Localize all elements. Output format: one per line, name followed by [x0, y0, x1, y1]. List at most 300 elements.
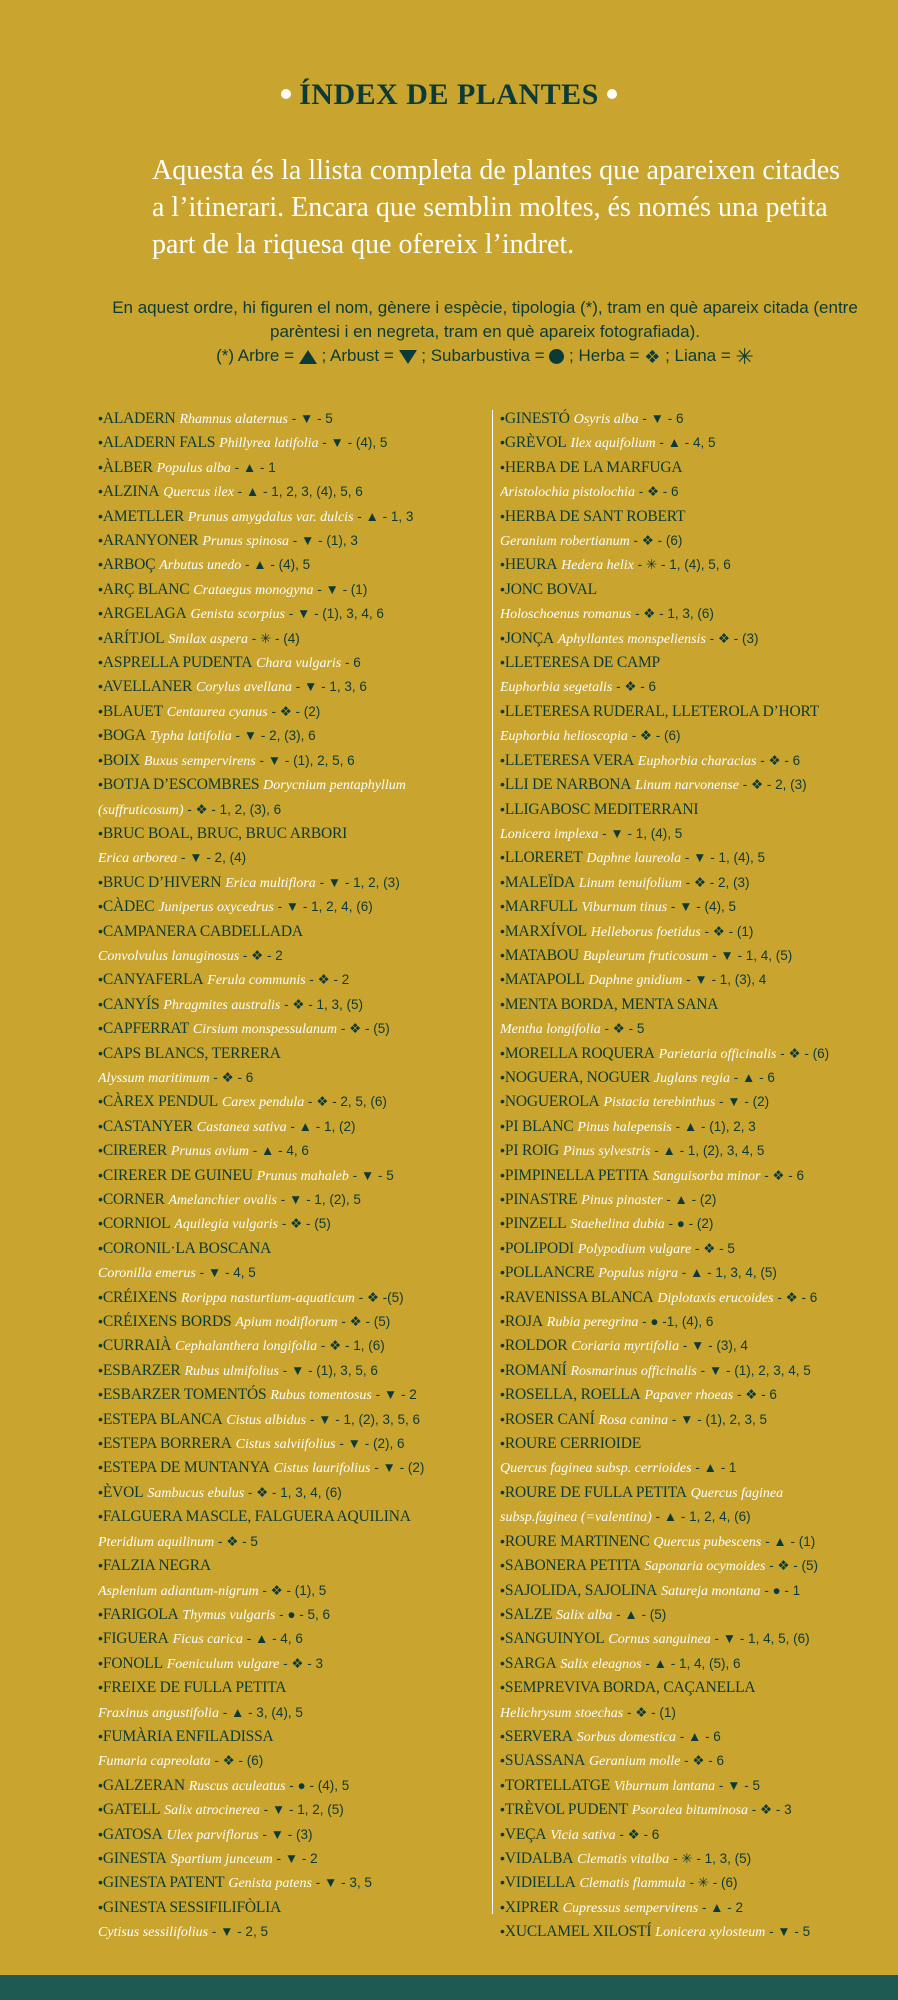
plant-entry	[500, 1456, 880, 1480]
scientific-name: Polypodium vulgare	[577, 1241, 692, 1257]
plant-name: MARFULL	[504, 898, 578, 916]
entry-bullet: •	[500, 1898, 505, 1915]
plant-name: BOGA	[102, 727, 147, 745]
plant-entry	[500, 529, 880, 553]
plant-details: - ▲ - 1, 2, 4, (6)	[651, 1509, 751, 1525]
plant-details: - ▲ - 1, 4, (5), 6	[641, 1655, 741, 1671]
scientific-name: Staehelina dubia	[570, 1217, 665, 1233]
plant-entry	[98, 1676, 486, 1700]
plant-details: - ▼ - (4), 5	[667, 899, 737, 915]
plant-details: - ▼ - 1, (4), 5	[598, 825, 683, 841]
scientific-name: Rubus tomentosus	[270, 1388, 372, 1404]
plant-name: ALADERN	[102, 410, 176, 427]
plant-details: - ▲ - 3, (4), 5	[218, 1704, 303, 1720]
legend	[100, 344, 870, 368]
plant-details: - ❖ - (5)	[278, 1216, 331, 1232]
scientific-name: Populus nigra	[598, 1266, 679, 1282]
plant-details: - ▲ - (1), 2, 3	[671, 1118, 756, 1134]
plant-name: BOIX	[102, 751, 140, 769]
plant-details: - ▼ - (1), 2, 3, 4, 5	[696, 1362, 811, 1378]
entry-bullet: •	[98, 483, 103, 500]
plant-details: - ❖ - (1)	[700, 923, 754, 939]
plant-entry	[500, 1017, 880, 1041]
plant-entry	[500, 895, 880, 919]
plant-details: - ▼ - (1)	[313, 581, 368, 597]
entry-bullet: •	[500, 702, 505, 719]
plant-entry	[98, 920, 486, 944]
plant-details: - ❖ - (5)	[337, 1314, 391, 1330]
plant-name: HERBA DE LA MARFUGA	[504, 458, 683, 476]
entry-bullet: •	[500, 1483, 505, 1500]
entry-bullet: •	[500, 1068, 505, 1085]
entry-bullet: •	[500, 1776, 505, 1793]
plant-details: - ❖ - 5	[214, 1533, 258, 1549]
plant-name: ESBARZER TOMENTÓS	[102, 1386, 267, 1404]
scientific-name: Cistus albidus	[226, 1412, 307, 1428]
scientific-name: Fumaria capreolata	[98, 1754, 211, 1770]
plant-entry	[98, 700, 486, 724]
plant-details: - ▲ - (4), 5	[241, 557, 311, 573]
plant-name: CIRERER DE GUINEU	[102, 1166, 253, 1184]
plant-name: MATABOU	[504, 946, 579, 964]
plant-details: - ▲ - 4, 5	[655, 435, 716, 451]
scientific-name: Quercus pubescens	[653, 1534, 762, 1550]
plant-entry	[98, 529, 486, 553]
plant-entry	[500, 456, 880, 480]
entry-bullet: •	[500, 1215, 505, 1232]
plant-name: PI BLANC	[504, 1117, 574, 1135]
entry-bullet: •	[98, 507, 103, 524]
scientific-name: Castanea sativa	[196, 1119, 287, 1135]
plant-details: - ▼ - 2	[371, 1387, 417, 1403]
scientific-name: Salix alba	[556, 1607, 613, 1623]
plant-name: ALADERN FALS	[102, 434, 216, 452]
scientific-name: Osyris alba	[573, 412, 639, 427]
scientific-name: Vicia sativa	[550, 1827, 616, 1843]
plant-details: - ● - (4), 5	[285, 1777, 350, 1793]
entry-bullet: •	[98, 1776, 103, 1793]
plant-details: - ▼ - 1, 2, (5)	[259, 1802, 344, 1818]
plant-name: GRÈVOL	[504, 434, 567, 452]
entry-bullet: •	[500, 800, 505, 817]
plant-entry	[500, 968, 880, 992]
scientific-name: Linum narvonense	[635, 778, 739, 794]
plant-name: SEMPREVIVA BORDA, CAÇANELLA	[504, 1679, 756, 1697]
plant-entry	[500, 407, 880, 431]
order-note	[100, 296, 870, 368]
plant-name: CANYÍS	[102, 995, 160, 1013]
entry-bullet: •	[98, 678, 103, 695]
scientific-name: Rorippa nasturtium-aquaticum	[180, 1290, 355, 1306]
plant-name: FIGUERA	[102, 1630, 169, 1648]
plant-details: - ❖ - 5	[600, 1021, 645, 1037]
plant-entry	[98, 846, 486, 870]
plant-entry	[98, 1042, 486, 1066]
entry-bullet: •	[98, 1483, 103, 1500]
entry-bullet: •	[500, 1264, 505, 1281]
arbust-icon	[399, 350, 417, 364]
plant-entry	[500, 724, 880, 748]
plant-entry	[98, 1798, 486, 1822]
scientific-name: Cistus salviifolius	[235, 1437, 336, 1453]
plant-name: POLIPODI	[504, 1239, 574, 1257]
plant-entry	[500, 1896, 880, 1920]
scientific-name: Mentha longifolia	[500, 1022, 601, 1038]
scientific-name: Rubus ulmifolius	[184, 1363, 279, 1379]
scientific-name: Geranium molle	[589, 1754, 681, 1770]
scientific-name: Rosa canina	[598, 1412, 669, 1428]
liana-icon: ✳	[735, 343, 754, 369]
plant-name: ARÇ BLANC	[102, 580, 190, 598]
plant-entry	[500, 1066, 880, 1090]
plant-entry	[98, 1164, 486, 1188]
plant-name: FARIGOLA	[102, 1605, 179, 1623]
entry-bullet: •	[500, 1239, 505, 1256]
plant-name: CAPFERRAT	[102, 1020, 189, 1038]
plant-details: - ▲ - (2)	[662, 1192, 717, 1207]
plant-details: - ▼ - 5	[287, 411, 333, 426]
bottom-band	[0, 1975, 898, 2000]
plant-details: - ▼ - 1, 3, 6	[292, 679, 367, 695]
plant-name: CORNIOL	[102, 1215, 171, 1233]
entry-bullet: •	[500, 922, 505, 939]
page-title	[0, 78, 898, 112]
plant-details: - ❖ - (5)	[765, 1558, 819, 1574]
plant-name: SARGA	[504, 1654, 557, 1672]
plant-name: ARÍTJOL	[102, 629, 165, 647]
entry-bullet: •	[98, 1557, 103, 1574]
plant-entry	[98, 871, 486, 895]
entry-bullet: •	[98, 1215, 103, 1232]
plant-entry	[98, 1774, 486, 1798]
plant-entry	[98, 895, 486, 919]
scientific-name: Ferula communis	[207, 973, 306, 989]
scientific-name: Pinus pinaster	[581, 1193, 663, 1208]
plant-name: CÀDEC	[102, 898, 155, 916]
plant-details: - ❖ - 3	[748, 1802, 792, 1818]
plant-entry	[500, 431, 880, 455]
plant-name: MENTA BORDA, MENTA SANA	[504, 995, 719, 1013]
plant-entry	[98, 968, 486, 992]
entry-bullet: •	[500, 1801, 505, 1818]
scientific-name: Aphyllantes monspeliensis	[557, 631, 706, 647]
plant-entry	[500, 1237, 880, 1261]
scientific-name: Cephalanthera longifolia	[175, 1339, 318, 1355]
plant-details: - ▼ - (1), 2, 5, 6	[255, 752, 355, 768]
scientific-name: Genista patens	[228, 1876, 312, 1892]
entry-bullet: •	[500, 1923, 505, 1940]
plant-name: ÈVOL	[102, 1483, 144, 1501]
plant-entry	[500, 1798, 880, 1822]
plant-details: - ❖ - 1, (6)	[317, 1338, 385, 1354]
entry-bullet: •	[500, 1849, 505, 1866]
scientific-name: Sambucus ebulus	[147, 1485, 245, 1501]
plant-entry	[98, 773, 486, 797]
entry-bullet: •	[500, 1679, 505, 1696]
plant-entry	[500, 1725, 880, 1749]
plant-entry	[500, 480, 880, 504]
plant-entry	[98, 431, 486, 455]
scientific-name: Pistacia terebinthus	[603, 1095, 716, 1111]
scientific-name: Lonicera implexa	[500, 826, 599, 842]
entry-bullet: •	[98, 1605, 103, 1622]
plant-name: LLIGABOSC MEDITERRANI	[504, 800, 699, 818]
plant-name: LLETERESA RUDERAL, LLETEROLA D’HORT	[504, 702, 820, 720]
plant-name: HERBA DE SANT ROBERT	[504, 507, 686, 525]
plant-details: - ❖ - (6)	[629, 533, 683, 549]
plant-name: BOTJA D’ESCOMBRES	[102, 776, 260, 794]
legend-arbre-label: (*) Arbre =	[216, 346, 295, 365]
plant-entry	[98, 1456, 486, 1480]
entry-bullet: •	[500, 1727, 505, 1744]
plant-entry	[98, 627, 486, 651]
plant-entry	[98, 1554, 486, 1578]
plant-details: - ▼ - 2, (4)	[177, 850, 247, 866]
scientific-name: Coriaria myrtifolia	[571, 1339, 680, 1355]
scientific-name: Cornus sanguinea	[608, 1632, 711, 1648]
plant-name: MALEÏDA	[504, 873, 575, 891]
scientific-name: Foeniculum vulgare	[166, 1656, 280, 1672]
entry-bullet: •	[500, 995, 505, 1012]
entry-bullet: •	[500, 751, 505, 768]
plant-entry	[98, 1847, 486, 1871]
scientific-name: Prunus spinosa	[202, 534, 290, 550]
entry-bullet: •	[500, 1142, 505, 1159]
plant-entry	[500, 1408, 880, 1432]
plant-name: ROJA	[504, 1313, 543, 1331]
plant-name: SAJOLIDA, SAJOLINA	[504, 1581, 658, 1599]
plant-details: - ❖ - 6	[612, 679, 656, 695]
plant-entry	[98, 1432, 486, 1456]
scientific-name: Ficus carica	[172, 1632, 243, 1648]
plant-name: CASTANYER	[102, 1117, 193, 1135]
plant-name: CAMPANERA CABDELLADA	[102, 922, 303, 940]
entry-bullet: •	[98, 1630, 103, 1647]
plant-name: XIPRER	[504, 1898, 559, 1916]
scientific-name: Alyssum maritimum	[98, 1070, 210, 1086]
plant-details: - ❖ - 6	[733, 1387, 777, 1403]
scientific-name: Salix eleagnos	[560, 1656, 642, 1672]
plant-name: LLETERESA VERA	[504, 751, 635, 769]
plant-entry	[500, 1920, 880, 1944]
entry-bullet: •	[98, 702, 103, 719]
plant-entry	[98, 822, 486, 846]
plant-entry	[500, 1090, 880, 1114]
plant-entry	[500, 1212, 880, 1236]
plant-entry	[98, 1725, 486, 1749]
plant-entry	[98, 651, 486, 675]
plant-name: NOGUERA, NOGUER	[504, 1068, 651, 1086]
entry-bullet: •	[500, 1825, 505, 1842]
plant-details: - ● - (2)	[664, 1216, 714, 1232]
entry-bullet: •	[98, 751, 103, 768]
plant-details: - ✳ - 1, 3, (5)	[669, 1850, 752, 1866]
plant-entry	[500, 1188, 880, 1212]
plant-name: FONOLL	[102, 1654, 163, 1672]
scientific-name: Asplenium adiantum-nigrum	[98, 1583, 259, 1599]
plant-name: CRÉIXENS BORDS	[102, 1313, 232, 1331]
plant-name: JONÇA	[504, 629, 554, 647]
scientific-name: Helleborus foetidus	[590, 924, 701, 940]
scientific-name: Buxus sempervirens	[143, 753, 256, 769]
scientific-name: Convolvulus lanuginosus	[98, 948, 240, 964]
entry-bullet: •	[500, 507, 505, 524]
plant-name: AMETLLER	[102, 507, 184, 525]
plant-entry	[500, 1261, 880, 1285]
plant-details: - ▲ - 1, 3, 4, (5)	[678, 1265, 777, 1281]
plant-name: GINESTÓ	[504, 410, 570, 427]
plant-entry	[98, 1090, 486, 1114]
scientific-name: Papaver rhoeas	[644, 1388, 734, 1404]
plant-name: ARANYONER	[102, 532, 199, 550]
plant-entry	[500, 627, 880, 651]
plant-name: BRUC D’HIVERN	[102, 873, 222, 891]
plant-entry	[98, 1237, 486, 1261]
plant-details: - ❖ - (6)	[627, 728, 681, 744]
entry-bullet: •	[98, 580, 103, 597]
plant-name: TRÈVOL PUDENT	[504, 1801, 628, 1819]
plant-name: VIDALBA	[504, 1849, 574, 1867]
plant-details: - ▼ - 6	[638, 411, 684, 426]
scientific-name: Pinus halepensis	[577, 1119, 672, 1135]
legend-subarbustiva-label: ; Subarbustiva =	[421, 346, 545, 365]
scientific-name: Euphorbia helioscopia	[500, 729, 628, 745]
plant-name: HEURA	[504, 556, 558, 574]
plant-name: CRÉIXENS	[102, 1288, 178, 1306]
scientific-name: Genista scorpius	[190, 607, 285, 623]
plant-entry	[500, 1603, 880, 1627]
plant-entry	[98, 1481, 486, 1505]
scientific-name: Quercus faginea subsp. cerrioides	[500, 1461, 692, 1477]
scientific-name: Aristolochia pistolochia	[500, 485, 635, 501]
scientific-name: Pteridium aquilinum	[98, 1534, 215, 1550]
plant-details: - 6	[341, 655, 361, 671]
entry-bullet: •	[98, 1435, 103, 1452]
plant-details: - ● - 1	[760, 1582, 801, 1598]
entry-bullet: •	[500, 580, 505, 597]
entry-bullet: •	[98, 1142, 103, 1159]
entry-bullet: •	[500, 1654, 505, 1671]
plant-entry	[98, 944, 486, 968]
title-bullet-right	[607, 89, 617, 99]
plant-name: FALZIA NEGRA	[102, 1557, 211, 1575]
plant-details: - ▲ - 4, 6	[249, 1143, 309, 1159]
entry-bullet: •	[500, 971, 505, 988]
plant-details: - ❖ - (6)	[776, 1045, 830, 1061]
plant-details: - ▼ - (1), 2, 3, 5	[668, 1411, 768, 1427]
scientific-name: Populus alba	[156, 460, 231, 476]
plant-name: ARGELAGA	[102, 605, 187, 623]
scientific-name: Salix atrocinerea	[164, 1803, 260, 1819]
entry-bullet: •	[98, 995, 103, 1012]
plant-details: - ▼ - (2), 6	[335, 1436, 405, 1452]
plant-details: - ❖ - 6	[756, 752, 801, 768]
plant-name: ESTEPA BLANCA	[102, 1410, 223, 1428]
plant-entry	[500, 1334, 880, 1358]
plant-entry	[98, 724, 486, 748]
plant-entry	[500, 944, 880, 968]
scientific-name: Arbutus unedo	[159, 558, 242, 574]
plant-entry	[500, 773, 880, 797]
scientific-name: Viburnum lantana	[613, 1778, 716, 1794]
plant-entry	[98, 1749, 486, 1773]
scientific-name: Holoschoenus romanus	[500, 607, 632, 623]
plant-entry	[500, 1383, 880, 1407]
scientific-name: Typha latifolia	[149, 729, 232, 745]
plant-details: - ❖ - 2	[239, 947, 283, 963]
plant-entry	[500, 846, 880, 870]
plant-details: - ▲ - 6	[730, 1069, 775, 1085]
plant-details: - ❖ - (2)	[267, 703, 321, 719]
scientific-name: Psoralea bituminosa	[631, 1803, 749, 1819]
scientific-name: Parietaria officinalis	[658, 1046, 777, 1062]
plant-name: JONC BOVAL	[504, 580, 597, 598]
entry-bullet: •	[98, 1825, 103, 1842]
entry-bullet: •	[500, 898, 505, 915]
plant-name: ALZINA	[102, 483, 160, 501]
plant-name: ASPRELLA PUDENTA	[102, 654, 253, 672]
plant-details: - ▼ - 3, 5	[311, 1875, 372, 1891]
plant-details: - ▼ - 4, 5	[195, 1265, 256, 1281]
scientific-name: Hedera helix	[561, 558, 634, 574]
plant-name: AVELLANER	[102, 678, 193, 696]
entry-bullet: •	[98, 1093, 103, 1110]
scientific-name: Spartium junceum	[170, 1851, 273, 1867]
plant-details: - ▼ - 1, (2), 5	[276, 1192, 361, 1207]
entry-bullet: •	[98, 1508, 103, 1525]
scientific-name: Helichrysum stoechas	[500, 1705, 624, 1721]
plant-entry	[98, 1530, 486, 1554]
plant-details: - ▼ - (4), 5	[318, 435, 388, 451]
plant-details: - ❖ - 2	[305, 972, 350, 988]
plant-name: ROMANÍ	[504, 1361, 567, 1379]
plant-entry	[98, 1115, 486, 1139]
column-divider	[492, 410, 493, 1914]
scientific-name: Diplotaxis erucoides	[657, 1290, 774, 1306]
entry-bullet: •	[500, 1557, 505, 1574]
plant-details: - ▲ - 1, 3	[353, 508, 414, 524]
plant-details: - ▼ - 5	[348, 1167, 394, 1183]
plant-details: - ❖ - (3)	[705, 630, 759, 646]
scientific-name: (suffruticosum)	[98, 802, 184, 818]
entry-bullet: •	[98, 1386, 103, 1403]
plant-name: CIRERER	[102, 1142, 167, 1160]
entry-bullet: •	[98, 824, 103, 841]
entry-bullet: •	[98, 1727, 103, 1744]
entry-bullet: •	[500, 946, 505, 963]
plant-details: - ❖ - 6	[209, 1069, 254, 1085]
plant-details: - ❖ - 2, 5, (6)	[304, 1094, 387, 1110]
entry-bullet: •	[98, 1313, 103, 1330]
plant-name: GINESTA SESSIFILIFÒLIA	[102, 1898, 282, 1916]
plant-name: SERVERA	[504, 1727, 573, 1745]
entry-bullet: •	[98, 654, 103, 671]
scientific-name: Sanguisorba minor	[652, 1168, 761, 1184]
plant-name: POLLANCRE	[504, 1264, 595, 1282]
scientific-name: Quercus faginea	[690, 1485, 784, 1501]
plant-name: CORONIL·LA BOSCANA	[102, 1239, 272, 1257]
entry-bullet: •	[98, 1459, 103, 1476]
entry-bullet: •	[98, 727, 103, 744]
plant-entry	[500, 1652, 880, 1676]
legend-liana-label: ; Liana =	[665, 346, 731, 365]
scientific-name: Rhamnus alaternus	[179, 412, 288, 427]
plant-entry	[98, 1652, 486, 1676]
plant-entry	[500, 1701, 880, 1725]
plant-details: - ❖ - 1, 3, (5)	[280, 996, 364, 1012]
plant-entry	[98, 1188, 486, 1212]
entry-bullet: •	[98, 1191, 103, 1207]
